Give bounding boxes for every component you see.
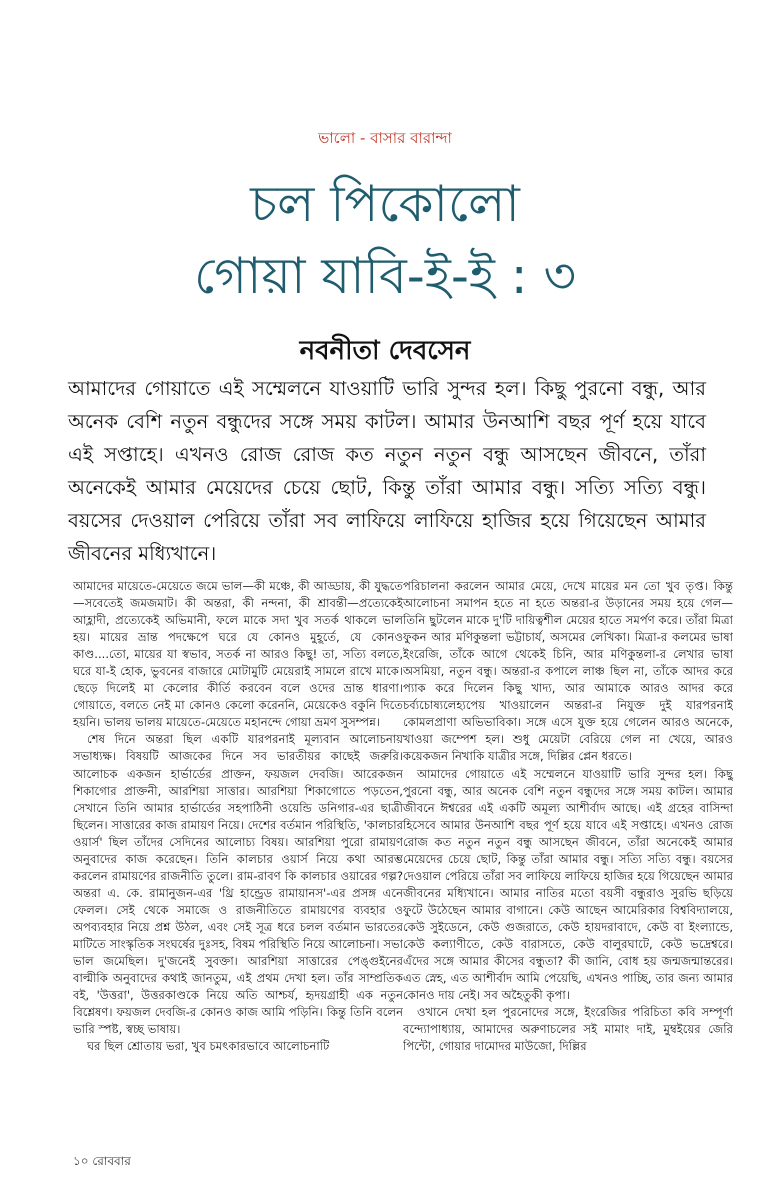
body-column-left: [73, 578, 403, 1138]
article-title: [0, 168, 770, 312]
paragraph: ঘর ছিল শ্রোতায় ভরা, খুব চমৎকারভাবে আলোচনাটি: [87, 1039, 330, 1054]
paragraph: শেষ দিনে অন্তরা ছিল একটি যারপরনাই মূল্যবান আলোচনায় সভাধ্যক্ষ। বিষয়টি আজকের দিনে সব ভারতীয়র কাছেই জরুরি। আলোচক একজন হার্ভার্ডের প্রাক্তন, ফয়জল দেবজি। আরেকজন শিকাগোর প্রাক্তনী, আরশিয়া সাত্তার। আরশিয়া শিকাগোতে পড়তেন, সেখানে তিনি আমার হার্ভার্ডের সহপাঠিনী ওয়েন্ডি ডনিগার-এর ছাত্রী ছিলেন। সাত্তারের কাজ রামায়ণ নিয়ে। দেশের বর্তমান পরিস্থিতি, 'কালচার ওয়ার্স' ছিল তাঁদের সেদিনের আলোচ্য বিষয়। আরশিয়া পুরো রামায়ণ অনুবাদের কাজ করেছেন। তিনি কালচার ওয়ার্স নিয়ে কথা আরম্ভ করলেন রামায়ণের রাজনীতি তুলে। রাম-রাবণ কি কালচার ওয়ারের গল্প? অন্তরা এ. কে. রামানুজন-এর 'থ্রি হান্ড্রেড রামায়ানস'-এর প্রসঙ্গ এনে ফেলল। সেই থেকে সমাজে ও রাজনীতিতে রামায়ণের ব্যবহার ও অপব্যবহার নিয়ে প্রশ্ন উঠল, এবং সেই সূত্র ধরে চলল বর্তমান ভারতের মাটিতে সাংস্কৃতিক সংঘর্ষের দুঃসহ, বিষম পরিস্থিতি নিয়ে আলোচনা। সভা ভাল জমেছিল। দু'জনেই সুবক্তা। আরশিয়া সাত্তারের পেঙ্গুইনের বাল্মীকি অনুবাদের কথাই জানতুম, এই প্রথম দেখা হল। তাঁর সাম্প্রতিক বই, 'উত্তরা', উত্তরকাণ্ডকে নিয়ে অতি আশ্চর্য, হৃদয়গ্রাহী এক নতুন বিশ্লেষণ। ফয়জল দেবজি-র কোনও কাজ আমি পড়িনি। কিন্তু তিনি বলেন ভারি স্পষ্ট, স্বচ্ছ ভাষায়।: [73, 732, 403, 1037]
title-line-1: চল পিকোলো: [250, 175, 520, 233]
paragraph: আমাদের মায়েতে-মেয়েতে জমে ভাল—কী মঞ্চে, কী আড্ডায়, কী যুদ্ধতে—সবেতেই জমজমাট। কী অন্তরা, কী নন্দনা, কী শ্রাবন্তী—প্রত্যেকেই আহ্লাদী, প্রত্যেকেই অভিমানী, ফলে মাকে সদা খুব সতর্ক থাকলে ভাল হয়। মায়ের ভ্রান্ত পদক্ষেপে ঘরে যে কোনও মুহূর্তে, যে কোনও কাণ্ড....তো, মায়ের যা স্বভাব, সতর্ক না আরও কিছু! তা, সত্যি বলতে, ঘরে যা-ই হোক, ভুবনের বাজারে মোটামুটি মেয়েরাই সামলে রাখে মাকে। ছেড়ে দিলেই মা কেলোর কীর্তি করবেন বলে ওদের ভ্রান্ত ধারণা। গোয়াতে, বলতে নেই মা কোনও কেলো করেননি, মেয়েকেও বকুনি দিতে হয়নি। ভালয় ভালয় মায়েতে-মেয়েতে মহানন্দে গোয়া ভ্রমণ সুসম্পন্ন।: [73, 579, 403, 730]
title-line-2: গোয়া যাবি-ই-ই : ৩: [193, 247, 577, 305]
paragraph: ওখানে দেখা হল পুরনোদের সঙ্গে, ইংরেজির পরিচিতা কবি সম্পূর্ণা বন্দ্যোপাধ্যায়, আমাদের অরুণাচলের সই মামাং দাই, মুম্বইয়ের জেরি পিন্টো, গোয়ার দামোদর মাউজো, দিল্লির: [403, 1005, 733, 1054]
author-name: নবনীতা দেবসেন: [299, 336, 471, 366]
page-footer: ১০ রোববার: [73, 1154, 131, 1168]
body-column-right: [403, 578, 733, 1153]
intro-paragraph: আমাদের গোয়াতে এই সম্মেলনে যাওয়াটি ভারি সুন্দর হল। কিছু পুরনো বন্ধু, আর অনেক বেশি নতুন বন্ধুদের সঙ্গে সময় কাটল। আমার উনআশি বছর পূর্ণ হয়ে যাবে এই সপ্তাহে। এখনও রোজ রোজ কত নতুন নতুন বন্ধু আসছেন জীবনে, তাঁরা অনেকেই আমার মেয়েদের চেয়ে ছোট, কিন্তু তাঁরা আমার বন্ধু। সত্যি সত্যি বন্ধু। বয়সের দেওয়াল পেরিয়ে তাঁরা সব লাফিয়ে লাফিয়ে হাজির হয়ে গিয়েছেন আমার জীবনের মধ্যিখানে।: [68, 377, 706, 565]
paragraph: আমাদের গোয়াতে এই সম্মেলনে যাওয়াটি ভারি সুন্দর হল। কিছু পুরনো বন্ধু, আর অনেক বেশি নতুন বন্ধুদের সঙ্গে সময় কাটল। আমার জীবনে ঈশ্বরের এই একটি অমূল্য আশীর্বাদ আছে। এই গ্রহের বাসিন্দা হিসেবে আমার উনআশি বছর পূর্ণ হয়ে যাবে এই সপ্তাহে। এখনও রোজ রোজ কত নতুন নতুন বন্ধু আসছেন জীবনে, তাঁরা অনেকেই আমার মেয়েদের চেয়ে ছোট, কিন্তু তাঁরা আমার বন্ধু। সত্যি সত্যি বন্ধু। বয়সের দেওয়াল পেরিয়ে তাঁরা সব লাফিয়ে লাফিয়ে হাজির হয়ে গিয়েছেন আমার জীবনের মধ্যিখানে। আমার নাতির মতো বয়সী বন্ধুরাও সুরভি ছড়িয়ে ফুটে উঠেছেন আমার বাগানে। কেউ আছেন আমেরিকার বিশ্ববিদ্যালয়ে, কেউ সুইডেনে, কেউ গুজরাতে, কেউ হায়দরাবাদে, কেউ বা ইংল্যান্ডে, কেউ কল্যাণীতে, কেউ বারাসতে, কেউ বালুরঘাটে, কেউ ভদ্রেশ্বরে। এঁদের সঙ্গে আমার কীসের বন্ধুতা? কী জানি, বোধ হয় জন্মজন্মান্তরের। এত স্নেহ, এত আশীর্বাদ আমি পেয়েছি, এখনও পাচ্ছি, তার জন্য আমার কোনও দায় নেই। সব অহৈতুকী কৃপা।: [403, 766, 733, 1003]
section-kicker: ভালো - বাসার বারান্দা: [318, 129, 452, 147]
paragraph: পরিচালনা করলেন আমার মেয়ে, দেখে মায়ের মন তো খুব তৃপ্ত। কিন্তু আলোচনা সমাপন হতে না হতে অন্তরা-র উড়ানের সময় হয়ে গেল—তিনি ছুটলেন মাকে দু'টি দায়িত্বশীল মেয়ের হাতে সমর্পণ করে। তাঁরা মিত্রা ফুকন আর মণিকুন্তলা ভট্টাচার্য, অসমের লেখিকা। মিত্রা-র কলমের ভাষা ইংরেজি, তাঁকে আগে থেকেই চিনি, আর মণিকুন্তলা-র লেখার ভাষা অসমিয়া, নতুন বন্ধু। অন্তরা-র কপালে লাঞ্চ ছিল না, তাঁকে আদর করে প্যাক করে দিলেন কিছু খাদ্য, আর আমাকে আরও আদর করে চর্ব্যচোষ্যলেহ্যপেয় খাওয়ালেন অন্তরা-র নিযুক্ত দুই যারপরনাই কোমলপ্রাণা অভিভাবিকা। সঙ্গে এসে যুক্ত হয়ে গেলেন আরও অনেকে, খাওয়া জম্পেশ হল। শুধু মেয়েটা বেরিয়ে গেল না খেয়ে, আরও কয়েকজন নিখাকি যাত্রীর সঙ্গে, দিল্লির প্লেন ধরতে।: [403, 579, 733, 764]
